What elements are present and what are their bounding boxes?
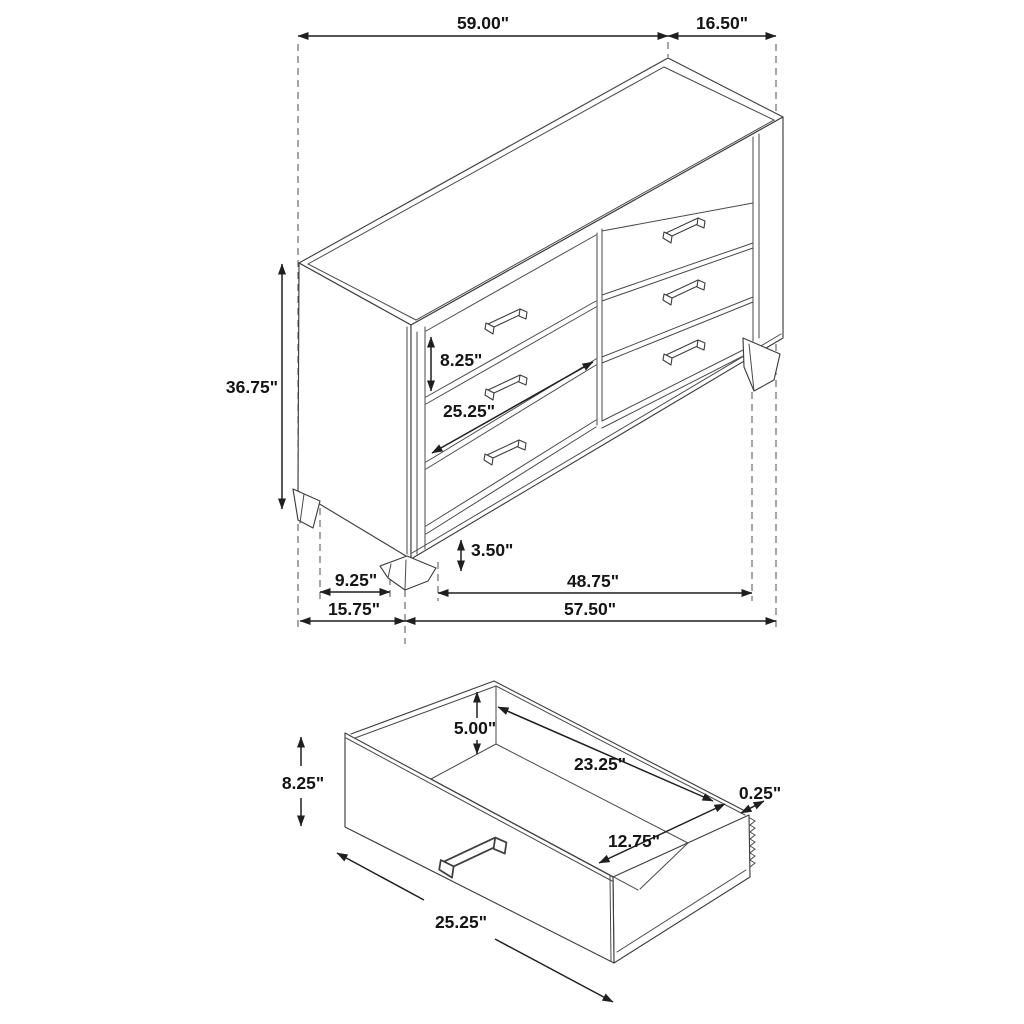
dim-label-panel-thickness: 0.25" — [738, 783, 782, 803]
dim-label-overall-depth: 16.50" — [695, 13, 749, 33]
dim-label-front-base-width: 57.50" — [563, 599, 617, 619]
dim-overall-width — [298, 13, 668, 36]
dim-label-interior-length: 23.25" — [573, 754, 627, 774]
dim-label-side-leg-inset: 9.25" — [334, 570, 378, 590]
dresser-foot-right — [743, 338, 780, 391]
dim-label-foot-height: 3.50" — [471, 540, 514, 560]
dim-label-front-leg-span: 48.75" — [566, 571, 620, 591]
dresser-figure — [226, 13, 783, 644]
dim-panel-thickness — [739, 783, 781, 813]
dresser-body — [298, 58, 783, 559]
dovetail-joint — [750, 818, 755, 867]
drawer-figure — [282, 681, 781, 1002]
dim-front-leg-span — [438, 571, 752, 593]
dim-label-interior-depth: 12.75" — [607, 831, 661, 851]
dim-overall-depth — [668, 13, 776, 36]
dim-drawer-height — [282, 737, 324, 826]
dim-label-overall-width: 59.00" — [456, 13, 510, 33]
dim-box-side-height — [454, 692, 496, 754]
dim-label-side-depth: 15.75" — [327, 599, 381, 619]
dim-foot-height — [461, 540, 513, 571]
dim-label-drawer-front-width: 25.25" — [442, 401, 496, 421]
drawer-box-body — [345, 681, 755, 963]
dim-overall-height — [226, 264, 282, 509]
dim-label-box-side-height: 5.00" — [453, 718, 497, 738]
dresser-foot-center — [380, 556, 436, 590]
dim-interior-length — [498, 707, 713, 801]
dim-label-drawer-width: 25.25" — [434, 912, 488, 932]
dim-label-overall-height: 36.75" — [225, 377, 278, 397]
dim-label-drawer-height: 8.25" — [281, 773, 325, 793]
dim-label-drawer-front-height: 8.25" — [440, 350, 483, 370]
dim-side-depth — [300, 599, 405, 621]
dim-front-base-width — [405, 599, 776, 621]
dim-side-leg-inset — [320, 570, 390, 592]
